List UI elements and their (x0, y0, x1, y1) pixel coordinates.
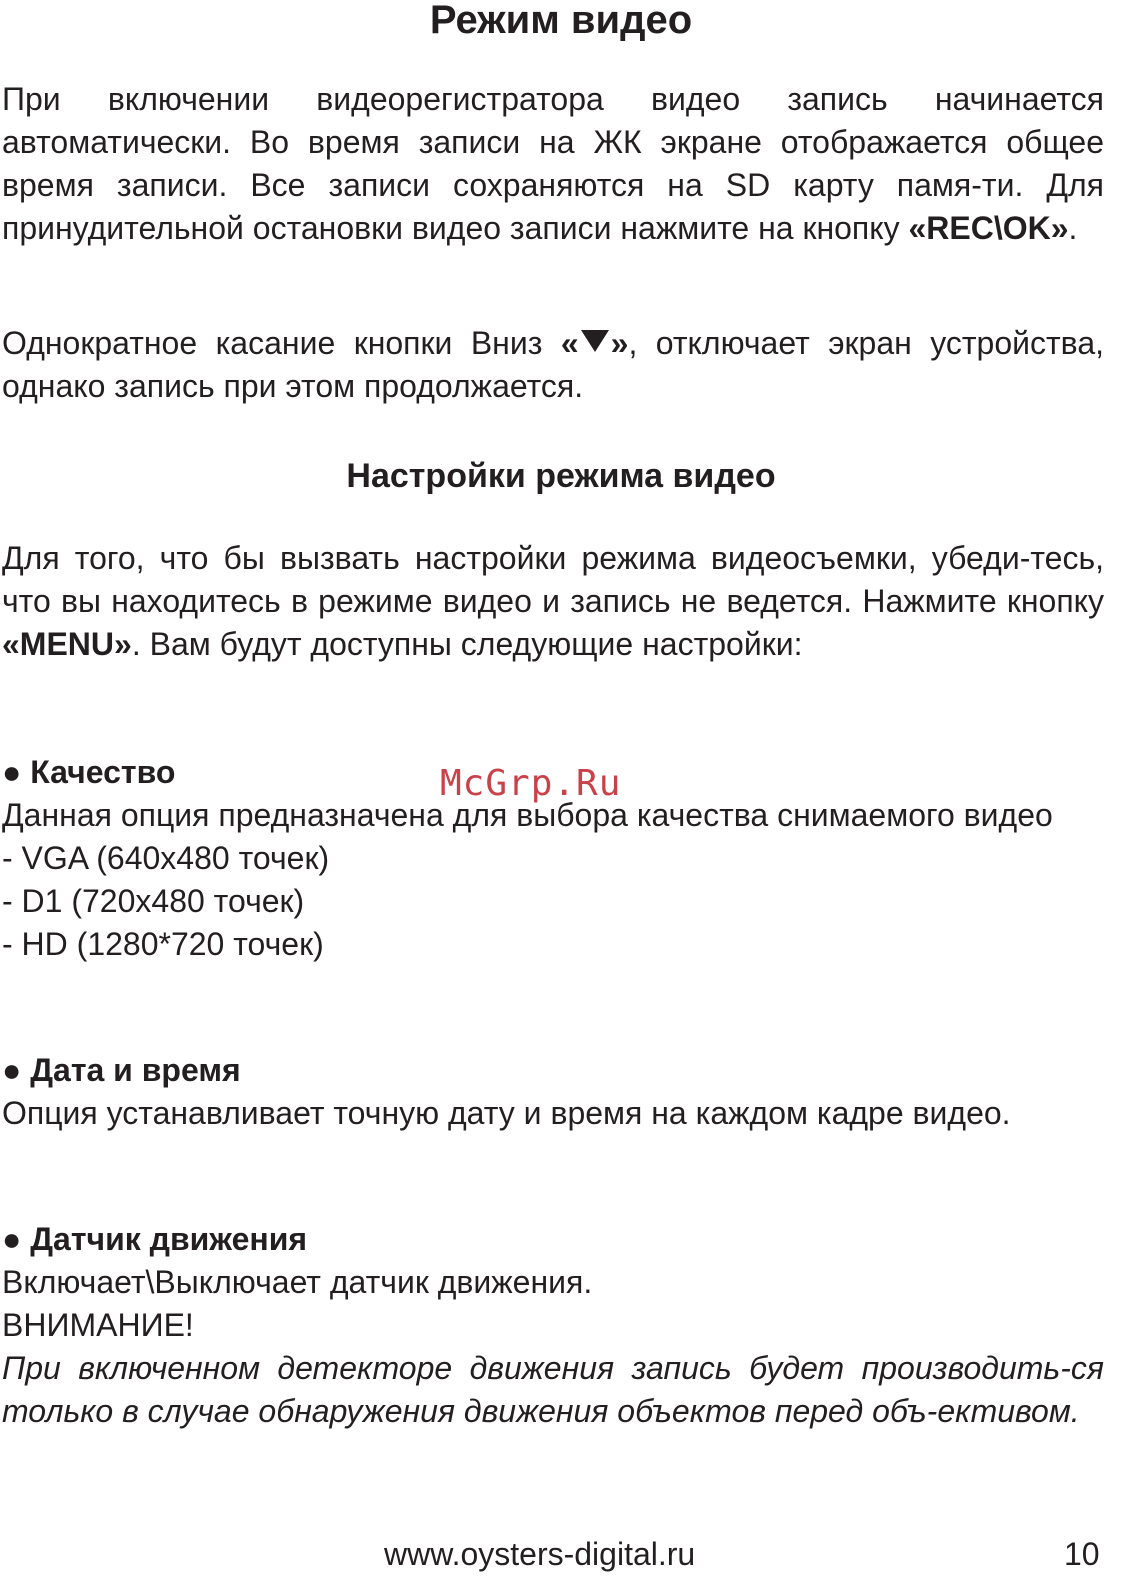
motion-heading: ● Датчик движения (2, 1221, 308, 1257)
datetime-heading: ● Дата и время (2, 1052, 241, 1088)
page-number: 10 (1064, 1536, 1100, 1572)
down-triangle-icon (581, 330, 609, 352)
footer-url[interactable]: www.oysters-digital.ru (384, 1536, 696, 1572)
intro-paragraph (2, 78, 1104, 250)
settings-intro-end: . Вам будут доступны следующие настройки: (131, 626, 803, 662)
quality-description: Данная опция предназначена для выбора качества снимаемого видео (2, 797, 1053, 833)
motion-section (2, 1218, 1104, 1433)
quality-option-d1: - D1 (720x480 точек) (2, 883, 305, 919)
page-title: Режим видео (429, 0, 693, 42)
datetime-section (2, 1049, 1104, 1135)
section-title: Настройки режима видео (346, 457, 776, 495)
quality-option-hd: - HD (1280*720 точек) (2, 926, 324, 962)
quality-option-vga: - VGA (640x480 точек) (2, 840, 330, 876)
menu-key: «MENU» (2, 626, 132, 662)
datetime-description: Опция устанавливает точную дату и время на каждом кадре видео. (2, 1095, 1011, 1131)
intro-text: При включении видеорегистратора видео запись начинается автоматически. Во время записи на ЖК экране отображается общее время записи. Все записи сохраняются на SD карту памя-ти. Для принудительной остановки видео записи нажмите на кнопку (2, 81, 1104, 246)
motion-description: Включает\Выключает датчик движения. (2, 1264, 593, 1300)
watermark: McGrp.Ru (440, 763, 622, 804)
screen-off-paragraph (2, 322, 1104, 408)
motion-note: При включенном детекторе движения запись будет производить-ся только в случае обнаружения движения объектов перед объ-ективом. (2, 1350, 1104, 1429)
settings-intro-text: Для того, что бы вызвать настройки режима видеосъемки, убеди-тесь, что вы находитесь в режиме видео и запись не ведется. Нажмите кнопку (2, 540, 1104, 619)
rec-ok-key: «REC\OK» (908, 210, 1069, 246)
quality-heading: ● Качество (2, 754, 176, 790)
quote-open: « (560, 325, 579, 361)
settings-intro-paragraph (2, 537, 1104, 666)
motion-warning: ВНИМАНИЕ! (2, 1307, 194, 1343)
screen-off-end: , отключает экран устройства, однако запись при этом продолжается. (2, 325, 1105, 404)
intro-end: . (1068, 210, 1078, 246)
quote-close: » (610, 325, 629, 361)
screen-off-text: Однократное касание кнопки Вниз (2, 325, 561, 361)
